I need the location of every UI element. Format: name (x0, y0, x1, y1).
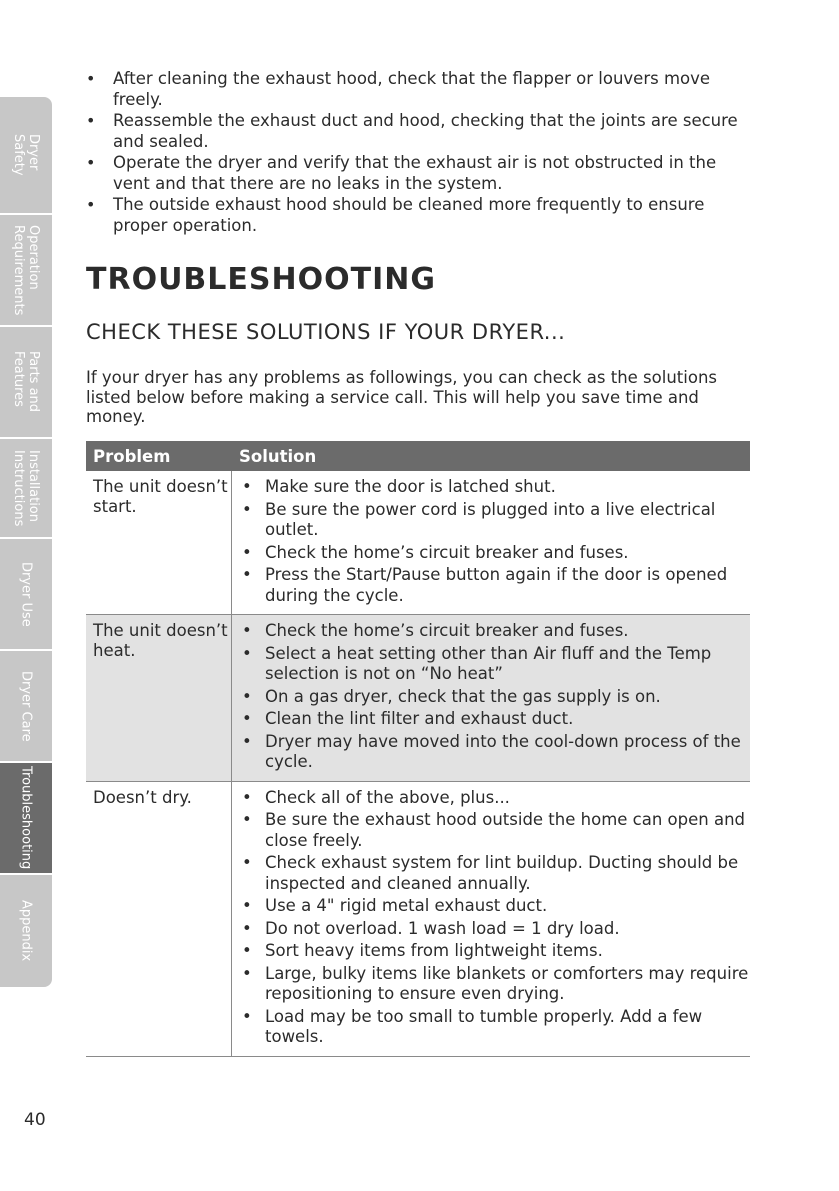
table-row (86, 614, 750, 781)
tab-label: Parts and Features (11, 351, 41, 413)
solution-item: • Check all of the above, plus... (242, 788, 750, 809)
tab-troubleshooting[interactable] (0, 763, 52, 875)
tab-label: Troubleshooting (18, 766, 34, 870)
solution-item: • On a gas dryer, check that the gas supply is on. (242, 687, 750, 708)
solution-item: • Make sure the door is latched shut. (242, 477, 750, 498)
header-solution: Solution (239, 446, 317, 466)
tab-label: Operation Requirements (11, 224, 41, 316)
tab-label: Appendix (18, 900, 34, 962)
problem-cell: The unit doesn’t heat. (86, 615, 232, 781)
tab-dryer-safety[interactable] (0, 97, 52, 215)
tab-label: Installation Instructions (11, 449, 41, 527)
tab-appendix[interactable] (0, 875, 52, 987)
problem-cell: The unit doesn’t start. (86, 471, 232, 614)
section-subtitle: CHECK THESE SOLUTIONS IF YOUR DRYER... (86, 320, 566, 344)
solution-item: • Large, bulky items like blankets or comforters may require repositioning to ensure even drying. (242, 964, 750, 1005)
solution-item: • Use a 4" rigid metal exhaust duct. (242, 896, 750, 917)
solution-item: • Do not overload. 1 wash load = 1 dry load. (242, 919, 750, 940)
tab-label: Dryer Safety (11, 134, 41, 176)
header-problem: Problem (93, 446, 171, 466)
bullet-item: • The outside exhaust hood should be cleaned more frequently to ensure proper operation. (86, 194, 752, 236)
bullet-item: • After cleaning the exhaust hood, check that the flapper or louvers move freely. (86, 68, 752, 110)
solution-item: • Dryer may have moved into the cool-down process of the cycle. (242, 732, 750, 773)
tab-dryer-care[interactable] (0, 651, 52, 763)
page-title: TROUBLESHOOTING (86, 262, 436, 297)
problem-cell: Doesn’t dry. (86, 782, 232, 1056)
page-number: 40 (24, 1110, 46, 1130)
troubleshooting-table (86, 441, 750, 1057)
solution-item: • Select a heat setting other than Air fluff and the Temp selection is not on “No heat” (242, 644, 750, 685)
solution-item: • Clean the lint filter and exhaust duct. (242, 709, 750, 730)
solution-item: • Sort heavy items from lightweight items. (242, 941, 750, 962)
bullet-item: • Operate the dryer and verify that the exhaust air is not obstructed in the vent and that there are no leaks in the system. (86, 152, 752, 194)
tab-label: Dryer Use (18, 561, 34, 627)
solution-item: • Be sure the power cord is plugged into a live electrical outlet. (242, 500, 750, 541)
solution-item: • Check exhaust system for lint buildup. Ducting should be inspected and cleaned annually. (242, 853, 750, 894)
bullet-item: • Reassemble the exhaust duct and hood, checking that the joints are secure and sealed. (86, 110, 752, 152)
solution-item: • Press the Start/Pause button again if the door is opened during the cycle. (242, 565, 750, 606)
solution-item: • Be sure the exhaust hood outside the home can open and close freely. (242, 810, 750, 851)
solution-cell (232, 782, 750, 1056)
solution-cell (232, 471, 750, 614)
solution-item: • Load may be too small to tumble properly. Add a few towels. (242, 1007, 750, 1048)
table-row (86, 781, 750, 1056)
top-bullets (86, 68, 752, 236)
solution-cell (232, 615, 750, 781)
tab-parts-and-features[interactable] (0, 327, 52, 439)
tab-label: Dryer Care (18, 670, 34, 742)
table-header (86, 441, 750, 471)
solution-item: • Check the home’s circuit breaker and fuses. (242, 543, 750, 564)
table-row (86, 471, 750, 614)
tab-dryer-use[interactable] (0, 539, 52, 651)
intro-paragraph: If your dryer has any problems as followings, you can check as the solutions listed below before making a service call. This will help you save time and money. (86, 368, 717, 426)
solution-item: • Check the home’s circuit breaker and fuses. (242, 621, 750, 642)
side-tabs (0, 97, 52, 987)
tab-installation-instructions[interactable] (0, 439, 52, 539)
tab-operation-requirements[interactable] (0, 215, 52, 327)
